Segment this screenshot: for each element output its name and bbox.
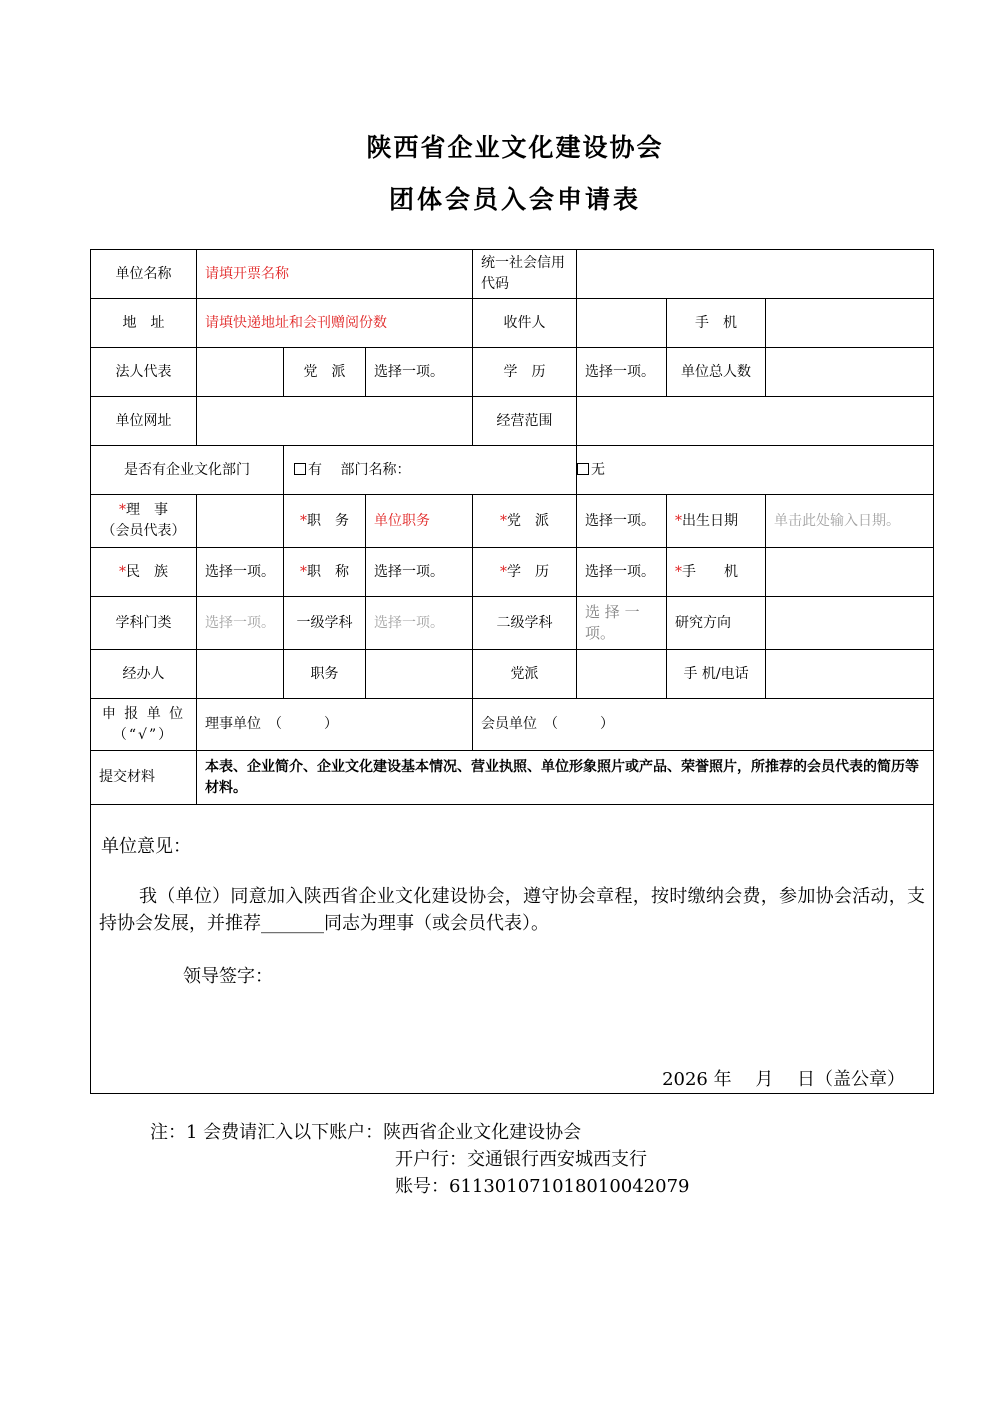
materials-label: 提交材料 bbox=[91, 751, 197, 805]
director-phone-label: 手 机 bbox=[682, 563, 739, 580]
director-party-label: 党 派 bbox=[507, 512, 550, 529]
phone-label: 手 机 bbox=[667, 299, 766, 348]
required-star-icon: * bbox=[675, 563, 683, 580]
birth-date-picker[interactable]: 单击此处输入日期。 bbox=[766, 495, 934, 548]
opinion-body: 我（单位）同意加入陕西省企业文化建设协会，遵守协会章程，按时缴纳会费，参加协会活动，支持协会发展，并推荐_______同志为理事（或会员代表）。 bbox=[99, 886, 926, 934]
party-label: 党 派 bbox=[284, 348, 366, 397]
handler-phone-label: 手 机/电话 bbox=[667, 650, 766, 699]
director-unit-option[interactable]: 理事单位 （ ） bbox=[197, 699, 473, 751]
ethnic-label-cell bbox=[91, 548, 197, 597]
phone-field[interactable] bbox=[766, 299, 934, 348]
research-direction-field[interactable] bbox=[766, 597, 934, 650]
handler-field[interactable] bbox=[197, 650, 284, 699]
position-label: 职 务 bbox=[307, 512, 349, 529]
no-checkbox[interactable] bbox=[577, 463, 589, 475]
required-star-icon: * bbox=[300, 512, 307, 529]
dept-name-label: 部门名称： bbox=[340, 461, 411, 478]
legal-rep-label: 法人代表 bbox=[91, 348, 197, 397]
director-phone-field[interactable] bbox=[766, 548, 934, 597]
birth-date-label-cell bbox=[667, 495, 766, 548]
director-edu-select[interactable]: 选择一项。 bbox=[577, 548, 667, 597]
no-label: 无 bbox=[591, 461, 606, 478]
position-field[interactable]: 单位职务 bbox=[366, 495, 473, 548]
unit-opinion-section bbox=[91, 805, 934, 1094]
position-label-cell bbox=[284, 495, 366, 548]
culture-dept-no-cell bbox=[577, 446, 934, 495]
website-field[interactable] bbox=[197, 397, 473, 446]
director-label-cell bbox=[91, 495, 197, 548]
culture-dept-label: 是否有企业文化部门 bbox=[91, 446, 284, 495]
note-account-name: 注：1 会费请汇入以下账户：陕西省企业文化建设协会 bbox=[150, 1122, 582, 1143]
required-star-icon: * bbox=[500, 563, 508, 580]
first-discipline-label: 一级学科 bbox=[284, 597, 366, 650]
second-discipline-label: 二级学科 bbox=[473, 597, 577, 650]
director-party-label-cell bbox=[473, 495, 577, 548]
director-edu-label-cell bbox=[473, 548, 577, 597]
website-label: 单位网址 bbox=[91, 397, 197, 446]
recipient-field[interactable] bbox=[577, 299, 667, 348]
required-star-icon: * bbox=[500, 512, 508, 529]
opinion-title: 单位意见： bbox=[101, 836, 191, 857]
discipline-label: 学科门类 bbox=[91, 597, 197, 650]
seal-date-line: 2026 年 月 日（盖公章） bbox=[662, 1069, 906, 1090]
director-label: 理 事 bbox=[126, 502, 168, 518]
director-edu-label: 学 历 bbox=[507, 563, 550, 580]
required-star-icon: * bbox=[119, 502, 126, 518]
unit-name-label: 单位名称 bbox=[91, 250, 197, 299]
handler-label: 经办人 bbox=[91, 650, 197, 699]
title-select[interactable]: 选择一项。 bbox=[366, 548, 473, 597]
note-bank: 开户行：交通银行西安城西支行 bbox=[395, 1149, 647, 1170]
unit-name-field[interactable]: 请填开票名称 bbox=[197, 250, 473, 299]
note-account-number: 账号：611301071018010042079 bbox=[395, 1176, 690, 1197]
education-select[interactable]: 选择一项。 bbox=[577, 348, 667, 397]
director-phone-label-cell bbox=[667, 548, 766, 597]
business-scope-label: 经营范围 bbox=[473, 397, 577, 446]
title-label: 职 称 bbox=[307, 563, 349, 580]
member-unit-option[interactable]: 会员单位 （ ） bbox=[473, 699, 934, 751]
second-discipline-select[interactable]: 选 择 一 项。 bbox=[577, 597, 667, 650]
required-star-icon: * bbox=[300, 563, 307, 580]
address-label: 地 址 bbox=[91, 299, 197, 348]
ethnic-select[interactable]: 选择一项。 bbox=[197, 548, 284, 597]
page-title: 陕西省企业文化建设协会 bbox=[366, 133, 664, 162]
culture-dept-yes-cell bbox=[284, 446, 577, 495]
handler-party-field[interactable] bbox=[577, 650, 667, 699]
first-discipline-select[interactable]: 选择一项。 bbox=[366, 597, 473, 650]
business-scope-field[interactable] bbox=[577, 397, 934, 446]
birth-date-label: 出生日期 bbox=[682, 512, 739, 529]
yes-label: 有 bbox=[308, 461, 322, 478]
director-party-select[interactable]: 选择一项。 bbox=[577, 495, 667, 548]
required-star-icon: * bbox=[675, 512, 683, 529]
total-staff-label: 单位总人数 bbox=[667, 348, 766, 397]
research-direction-label: 研究方向 bbox=[667, 597, 766, 650]
title-label-cell bbox=[284, 548, 366, 597]
ethnic-label: 民 族 bbox=[126, 563, 168, 580]
credit-code-label: 统一社会信用代码 bbox=[473, 250, 577, 299]
director-sublabel: （会员代表） bbox=[101, 523, 186, 539]
handler-position-field[interactable] bbox=[366, 650, 473, 699]
credit-code-field[interactable] bbox=[577, 250, 934, 299]
materials-text: 本表、企业简介、企业文化建设基本情况、营业执照、单位形象照片或产品、荣誉照片，所推荐的会员代表的简历等材料。 bbox=[197, 751, 934, 805]
handler-phone-field[interactable] bbox=[766, 650, 934, 699]
discipline-select[interactable]: 选择一项。 bbox=[197, 597, 284, 650]
required-star-icon: * bbox=[119, 563, 126, 580]
legal-rep-field[interactable] bbox=[197, 348, 284, 397]
handler-party-label: 党派 bbox=[473, 650, 577, 699]
page-subtitle: 团体会员入会申请表 bbox=[388, 185, 641, 214]
director-field[interactable] bbox=[197, 495, 284, 548]
handler-position-label: 职务 bbox=[284, 650, 366, 699]
recipient-label: 收件人 bbox=[473, 299, 577, 348]
leader-signature-label: 领导签字： bbox=[183, 966, 273, 987]
party-select[interactable]: 选择一项。 bbox=[366, 348, 473, 397]
apply-unit-label: 申 报 单 位（“√”） bbox=[91, 699, 197, 751]
yes-checkbox[interactable] bbox=[294, 463, 306, 475]
payment-notes bbox=[150, 1119, 690, 1200]
address-field[interactable]: 请填快递地址和会刊赠阅份数 bbox=[197, 299, 473, 348]
education-label: 学 历 bbox=[473, 348, 577, 397]
total-staff-field[interactable] bbox=[766, 348, 934, 397]
application-form-table bbox=[90, 249, 934, 1094]
